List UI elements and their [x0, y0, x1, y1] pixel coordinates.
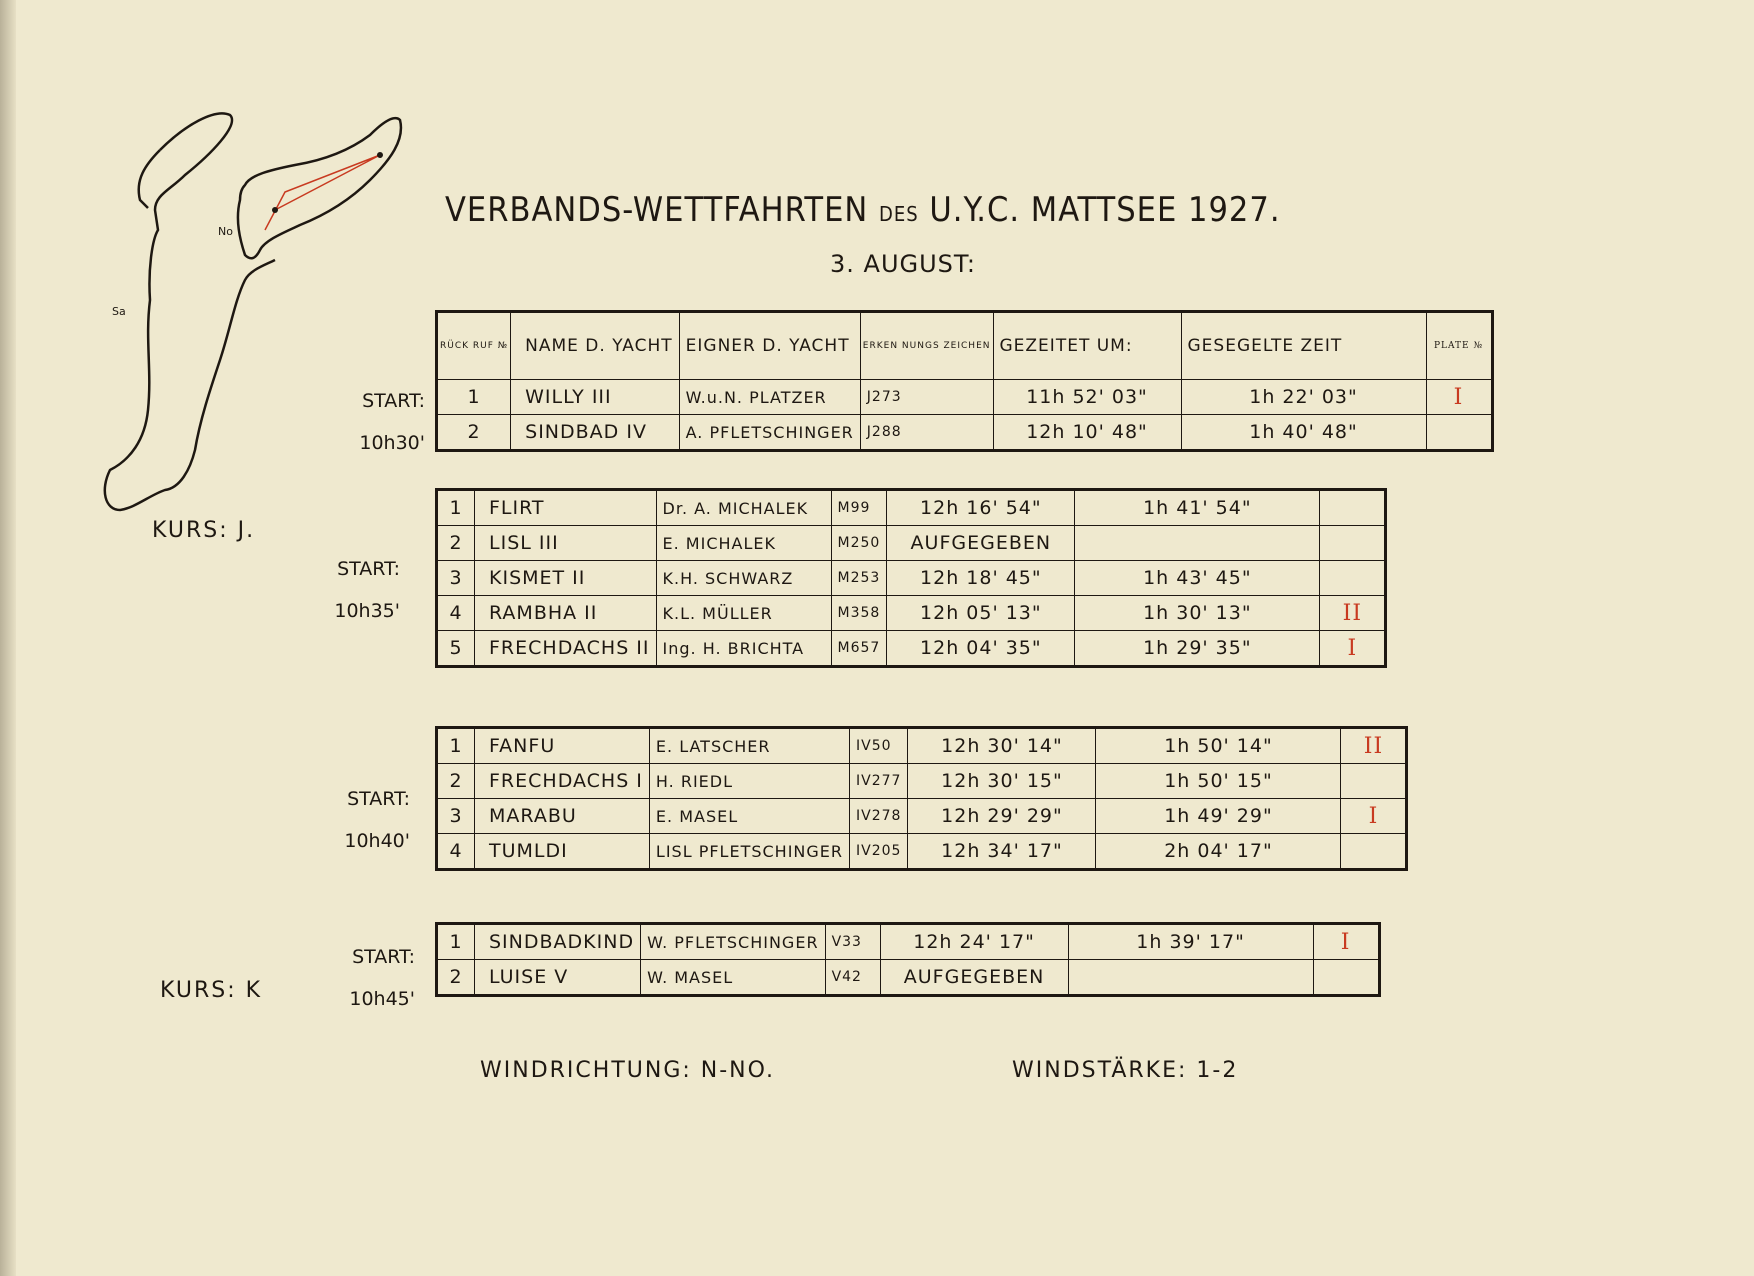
- cell-timed: 12h 24' 17": [880, 924, 1068, 960]
- cell-name: SINDBADKIND: [475, 924, 641, 960]
- cell-owner: E. MASEL: [649, 799, 849, 834]
- cell-name: FANFU: [475, 728, 650, 764]
- cell-elapsed: 1h 41' 54": [1075, 490, 1320, 526]
- header-name: NAME D. YACHT: [511, 312, 680, 380]
- race-date: 3. AUGUST:: [830, 250, 977, 278]
- cell-owner: W. PFLETSCHINGER: [641, 924, 825, 960]
- cell-plate: II: [1320, 596, 1386, 631]
- wind-direction: WINDRICHTUNG: N-NO.: [480, 1058, 776, 1083]
- title-des: DES: [879, 202, 919, 226]
- start-time: 10h35': [334, 600, 400, 622]
- course-line: [265, 155, 380, 230]
- cell-name: LUISE V: [475, 960, 641, 996]
- header-timed: GEZEITET UM:: [993, 312, 1181, 380]
- start-time: 10h30': [359, 432, 425, 454]
- cell-elapsed: 1h 50' 14": [1096, 728, 1341, 764]
- header-plate: PLATE №: [1426, 312, 1492, 380]
- cell-no: 2: [437, 526, 475, 561]
- cell-elapsed: 1h 49' 29": [1096, 799, 1341, 834]
- cell-owner: W.u.N. PLATZER: [679, 380, 860, 415]
- lake-outline-west: [105, 113, 275, 510]
- cell-plate: [1341, 764, 1407, 799]
- cell-no: 5: [437, 631, 475, 667]
- table-row: [437, 960, 1380, 996]
- course-mark: [272, 207, 278, 213]
- kurs-label-k: KURS: K: [160, 978, 263, 1003]
- cell-elapsed: 1h 50' 15": [1096, 764, 1341, 799]
- cell-elapsed: 1h 22' 03": [1181, 380, 1426, 415]
- cell-elapsed: 1h 40' 48": [1181, 415, 1426, 451]
- cell-elapsed: 1h 43' 45": [1075, 561, 1320, 596]
- cell-timed: 12h 10' 48": [993, 415, 1181, 451]
- cell-no: 4: [437, 834, 475, 870]
- kurs-label-j: KURS: J.: [152, 518, 256, 543]
- cell-no: 4: [437, 596, 475, 631]
- start-label: START:: [347, 788, 410, 810]
- cell-name: SINDBAD IV: [511, 415, 680, 451]
- wind-strength: WINDSTÄRKE: 1-2: [1012, 1058, 1239, 1083]
- cell-name: KISMET II: [475, 561, 657, 596]
- cell-elapsed: 1h 30' 13": [1075, 596, 1320, 631]
- cell-owner: A. PFLETSCHINGER: [679, 415, 860, 451]
- cell-timed: 12h 18' 45": [887, 561, 1075, 596]
- cell-timed: 12h 29' 29": [908, 799, 1096, 834]
- cell-owner: LISL PFLETSCHINGER: [649, 834, 849, 870]
- results-table-group-3: [435, 726, 1408, 871]
- table-header-row: [437, 312, 1493, 380]
- cell-no: 1: [437, 728, 475, 764]
- page-title: [445, 190, 1325, 230]
- cell-owner: E. MICHALEK: [656, 526, 831, 561]
- title-club: U.Y.C. MATTSEE 1927.: [929, 190, 1281, 230]
- cell-sail: M657: [831, 631, 887, 667]
- cell-sail: IV278: [850, 799, 908, 834]
- cell-plate: I: [1426, 380, 1492, 415]
- cell-timed: 11h 52' 03": [993, 380, 1181, 415]
- cell-name: WILLY III: [511, 380, 680, 415]
- start-time: 10h40': [344, 830, 410, 852]
- cell-sail: M250: [831, 526, 887, 561]
- cell-timed: 12h 04' 35": [887, 631, 1075, 667]
- table-row: [437, 596, 1386, 631]
- page-binding-edge: [0, 0, 16, 1276]
- header-rueckruf: RÜCK RUF №: [437, 312, 511, 380]
- cell-timed: AUFGEGEBEN: [880, 960, 1068, 996]
- cell-timed: 12h 05' 13": [887, 596, 1075, 631]
- cell-timed: 12h 34' 17": [908, 834, 1096, 870]
- header-owner: EIGNER D. YACHT: [679, 312, 860, 380]
- cell-owner: E. LATSCHER: [649, 728, 849, 764]
- cell-elapsed: 1h 29' 35": [1075, 631, 1320, 667]
- start-block-4: [305, 936, 415, 1020]
- start-label: START:: [352, 946, 415, 968]
- cell-elapsed: [1068, 960, 1313, 996]
- cell-plate: II: [1341, 728, 1407, 764]
- cell-sail: IV277: [850, 764, 908, 799]
- table-row: [437, 526, 1386, 561]
- table-row: [437, 764, 1407, 799]
- table-row: [437, 799, 1407, 834]
- start-label: START:: [362, 390, 425, 412]
- cell-timed: 12h 16' 54": [887, 490, 1075, 526]
- cell-timed: 12h 30' 14": [908, 728, 1096, 764]
- cell-plate: I: [1341, 799, 1407, 834]
- cell-name: TUMLDI: [475, 834, 650, 870]
- cell-sail: J273: [860, 380, 993, 415]
- lake-outline-east: [238, 118, 401, 258]
- cell-no: 1: [437, 924, 475, 960]
- cell-plate: [1320, 561, 1386, 596]
- cell-sail: M358: [831, 596, 887, 631]
- table-row: [437, 631, 1386, 667]
- cell-name: RAMBHA II: [475, 596, 657, 631]
- table-row: [437, 834, 1407, 870]
- cell-owner: Dr. A. MICHALEK: [656, 490, 831, 526]
- cell-sail: V33: [825, 924, 880, 960]
- cell-owner: K.H. SCHWARZ: [656, 561, 831, 596]
- cell-owner: H. RIEDL: [649, 764, 849, 799]
- start-block-1: [315, 380, 425, 464]
- map-label-no: No: [218, 225, 233, 238]
- cell-name: MARABU: [475, 799, 650, 834]
- cell-plate: I: [1313, 924, 1379, 960]
- start-time: 10h45': [349, 988, 415, 1010]
- cell-plate: [1320, 490, 1386, 526]
- cell-sail: IV205: [850, 834, 908, 870]
- start-block-2: [290, 548, 400, 632]
- cell-no: 2: [437, 764, 475, 799]
- cell-no: 1: [437, 380, 511, 415]
- cell-sail: M253: [831, 561, 887, 596]
- cell-no: 2: [437, 960, 475, 996]
- course-mark: [377, 152, 383, 158]
- cell-timed: AUFGEGEBEN: [887, 526, 1075, 561]
- cell-no: 1: [437, 490, 475, 526]
- cell-plate: I: [1320, 631, 1386, 667]
- cell-sail: J288: [860, 415, 993, 451]
- results-table-group-4: [435, 922, 1381, 997]
- results-table-group-2: [435, 488, 1387, 668]
- cell-sail: V42: [825, 960, 880, 996]
- cell-name: FLIRT: [475, 490, 657, 526]
- table-row: [437, 490, 1386, 526]
- cell-no: 3: [437, 799, 475, 834]
- cell-plate: [1426, 415, 1492, 451]
- cell-name: FRECHDACHS II: [475, 631, 657, 667]
- cell-timed: 12h 30' 15": [908, 764, 1096, 799]
- cell-owner: W. MASEL: [641, 960, 825, 996]
- map-label-sa: Sa: [112, 305, 126, 318]
- cell-sail: M99: [831, 490, 887, 526]
- title-main: VERBANDS-WETTFAHRTEN: [445, 190, 869, 230]
- cell-sail: IV50: [850, 728, 908, 764]
- cell-plate: [1320, 526, 1386, 561]
- cell-owner: K.L. MÜLLER: [656, 596, 831, 631]
- cell-elapsed: 2h 04' 17": [1096, 834, 1341, 870]
- cell-elapsed: 1h 39' 17": [1068, 924, 1313, 960]
- cell-no: 2: [437, 415, 511, 451]
- cell-elapsed: [1075, 526, 1320, 561]
- table-row: [437, 728, 1407, 764]
- header-elapsed: GESEGELTE ZEIT: [1181, 312, 1426, 380]
- start-label: START:: [337, 558, 400, 580]
- header-sail: ERKEN NUNGS ZEICHEN: [860, 312, 993, 380]
- cell-plate: [1313, 960, 1379, 996]
- cell-name: FRECHDACHS I: [475, 764, 650, 799]
- table-row: [437, 380, 1493, 415]
- cell-no: 3: [437, 561, 475, 596]
- table-row: [437, 415, 1493, 451]
- cell-owner: Ing. H. BRICHTA: [656, 631, 831, 667]
- cell-name: LISL III: [475, 526, 657, 561]
- cell-plate: [1341, 834, 1407, 870]
- table-row: [437, 561, 1386, 596]
- results-table-group-1: [435, 310, 1494, 452]
- start-block-3: [300, 778, 410, 862]
- table-row: [437, 924, 1380, 960]
- lake-map: [100, 100, 460, 530]
